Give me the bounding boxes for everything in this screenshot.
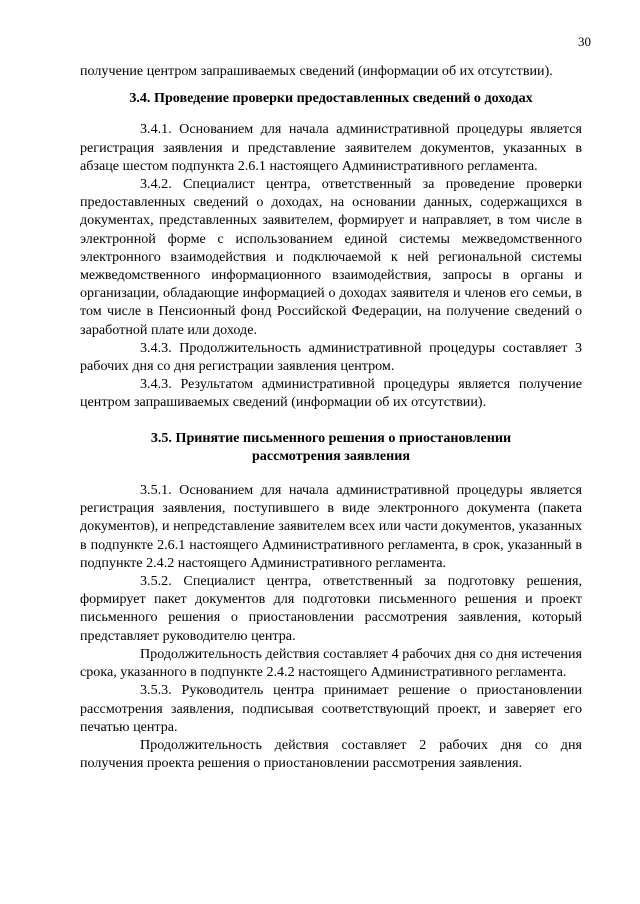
- paragraph-3-5-1: 3.5.1. Основанием для начала административной процедуры является регистрация заявления, поступившего в виде электронного документа (пакета документов), и непредставление заявителем всех или части документов, указанных в подпункте 2.6.1 настоящего Административного регламента, в срок, указанный в подпункте 2.4.2 настоящего Административного регламента.: [80, 482, 582, 571]
- continuation-paragraph: получение центром запрашиваемых сведений (информации об их отсутствии).: [80, 63, 553, 79]
- paragraph-3-5-2: 3.5.2. Специалист центра, ответственный за подготовку решения, формирует пакет документов для подготовки письменного решения и проект письменного решения о приостановлении рассмотрения заявления, который представляет руководителю центра.: [80, 573, 582, 644]
- section-3-4-heading: 3.4. Проведение проверки предоставленных сведений о доходах: [129, 90, 533, 107]
- page-number: 30: [578, 34, 591, 49]
- paragraph-3-5-3: 3.5.3. Руководитель центра принимает решение о приостановлении рассмотрения заявления, подписывая соответствующий проект, и заверяет его печатью центра.: [80, 682, 582, 735]
- section-3-5-heading-line1: 3.5. Принятие письменного решения о приостановлении: [150, 429, 512, 446]
- section-3-5-heading-line2: рассмотрения заявления: [251, 447, 411, 464]
- paragraph-3-5-2-duration: Продолжительность действия составляет 4 рабочих дня со дня истечения срока, указанного в подпункте 2.4.2 настоящего Административного регламента.: [80, 645, 582, 681]
- paragraph-3-4-1: 3.4.1. Основанием для начала административной процедуры является регистрация заявления и представление заявителем документов, указанных в абзаце шестом подпункта 2.6.1 настоящего Административного регламента.: [80, 121, 582, 174]
- paragraph-3-5-3-duration: Продолжительность действия составляет 2 рабочих дня со дня получения проекта решения о приостановлении рассмотрения заявления.: [80, 736, 582, 772]
- paragraph-3-4-3-result: 3.4.3. Результатом административной процедуры является получение центром запрашиваемых сведений (информации об их отсутствии).: [80, 376, 582, 411]
- document-body: [80, 62, 582, 772]
- paragraph-3-4-2: 3.4.2. Специалист центра, ответственный за проведение проверки предоставленных сведений о доходах, на основании данных, содержащихся в документах, представленных заявителем, формирует и направляет, в том числе в электронной форме с использованием единой системы межведомственного электронного взаимодействия и подключаемой к ней региональной системы межведомственного информационного взаимодействия, запросы в органы и организации, обладающие информацией о доходах заявителя и членов его семьи, в том числе в Пенсионный фонд Российской Федерации, на получение сведений о заработной плате или доходе.: [80, 176, 582, 338]
- section-3-5-heading: [80, 429, 582, 465]
- paragraph-3-4-3-duration: 3.4.3. Продолжительность административной процедуры составляет 3 рабочих дня со дня регистрации заявления центром.: [80, 339, 582, 375]
